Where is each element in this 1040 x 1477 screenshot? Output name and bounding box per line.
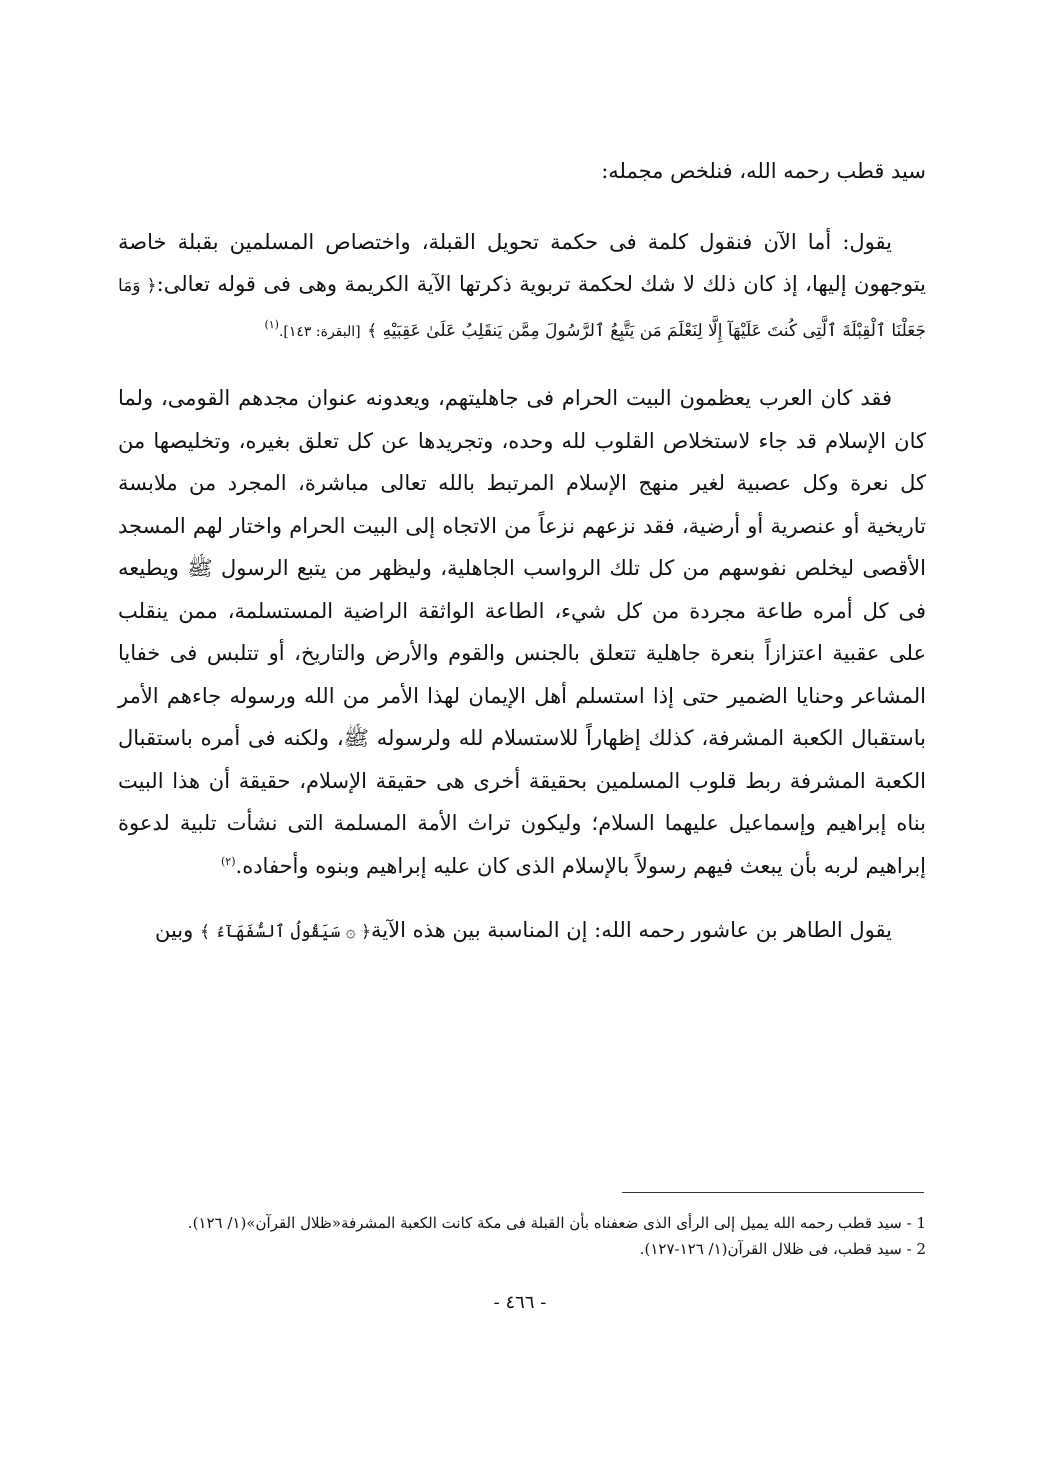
footnote-marker-2: (٢) xyxy=(221,854,236,868)
paragraph-1-text: يقول: أما الآن فنقول كلمة فى حكمة تحويل القبلة، واختصاص المسلمين بقبلة خاصة يتوجهون إليها، إذ كان ذلك لا شك لحكمة تربوية ذكرتها الآية الكريمة وهى فى قوله تعالى: xyxy=(118,229,926,296)
body-text xyxy=(118,150,926,954)
paragraph-2 xyxy=(118,377,926,887)
quran-reference-1: [البقرة: ١٤٣]. xyxy=(278,323,361,340)
intro-line: سيد قطب رحمه الله، فنلخص مجمله: xyxy=(601,159,926,183)
quran-verse-1: ﴿ وَمَا جَعَلْنَا ٱلْقِبْلَةَ ٱلَّتِى كُنتَ عَلَيْهَآ إِلَّا لِنَعْلَمَ مَن يَتَّبِعُ ٱلرَّسُولَ مِمَّن يَنقَلِبُ عَلَىٰ عَقِبَيْهِ ﴾ xyxy=(118,276,926,341)
paragraph-2-text: فقد كان العرب يعظمون البيت الحرام فى جاهليتهم، ويعدونه عنوان مجدهم القومى، ولما كان الإسلام قد جاء لاستخلاص القلوب لله وحده، وتجريدها عن كل تعلق بغيره، وتخليصها من كل نعرة وكل عصبية لغير منهج الإسلام المرتبط بالله تعالى مباشرة، المجرد من ملابسة تاريخية أو عنصرية أو أرضية، فقد نزعهم نزعاً من الاتجاه إلى البيت الحرام واختار لهم المسجد الأقصى ليخلص نفوسهم من كل تلك الرواسب الجاهلية، وليظهر من يتبع الرسول ﷺ ويطيعه فى كل أمره طاعة مجردة من كل شيء، الطاعة الواثقة الراضية المستسلمة، ممن ينقلب على عقبية اعتزازاً بنعرة جاهلية تتعلق بالجنس والقوم والأرض والتاريخ، أو تتلبس فى خفايا المشاعر وحنايا الضمير حتى إذا استسلم أهل الإيمان لهذا الأمر من الله ورسوله جاءهم الأمر باستقبال الكعبة المشرفة، كذلك إظهاراً للاستسلام لله ولرسوله ﷺ، ولكنه فى أمره باستقبال الكعبة المشرفة ربط قلوب المسلمين بحقيقة أخرى هى حقيقة الإسلام، حقيقة أن هذا البيت بناه إبراهيم وإسماعيل عليهما السلام؛ وليكون تراث الأمة المسلمة التى نشأت تلبية لدعوة إبراهيم لربه بأن يبعث فيهم رسولاً بالإسلام الذى كان عليه إبراهيم وبنوه وأحفاده. xyxy=(118,386,926,878)
footnote-separator xyxy=(622,1192,924,1193)
page-number: - ٤٦٦ - xyxy=(493,1292,547,1313)
footnote-1: 1 - سيد قطب رحمه الله يميل إلى الرأى الذى ضعفناه بأن القبلة فى مكة كانت الكعبة المشرفة«ظلال القرآن»(١/ ١٢٦). xyxy=(187,1214,926,1232)
footnote-2: 2 - سيد قطب، فى ظلال القرآن(١/ ١٢٦-١٢٧). xyxy=(639,1240,926,1258)
quran-verse-2: ﴿ ۞ سَيَقُولُ ٱلسُّفَهَآءُ ﴾ xyxy=(199,922,372,942)
paragraph-1 xyxy=(118,221,926,354)
footnotes xyxy=(118,1210,926,1262)
paragraph-3-tail: وبين xyxy=(154,918,194,942)
paragraph-3-text: يقول الطاهر بن عاشور رحمه الله: إن المناسبة بين هذه الآية xyxy=(371,918,892,942)
footnote-marker-1: (١) xyxy=(264,317,279,331)
paragraph-3 xyxy=(118,909,926,954)
